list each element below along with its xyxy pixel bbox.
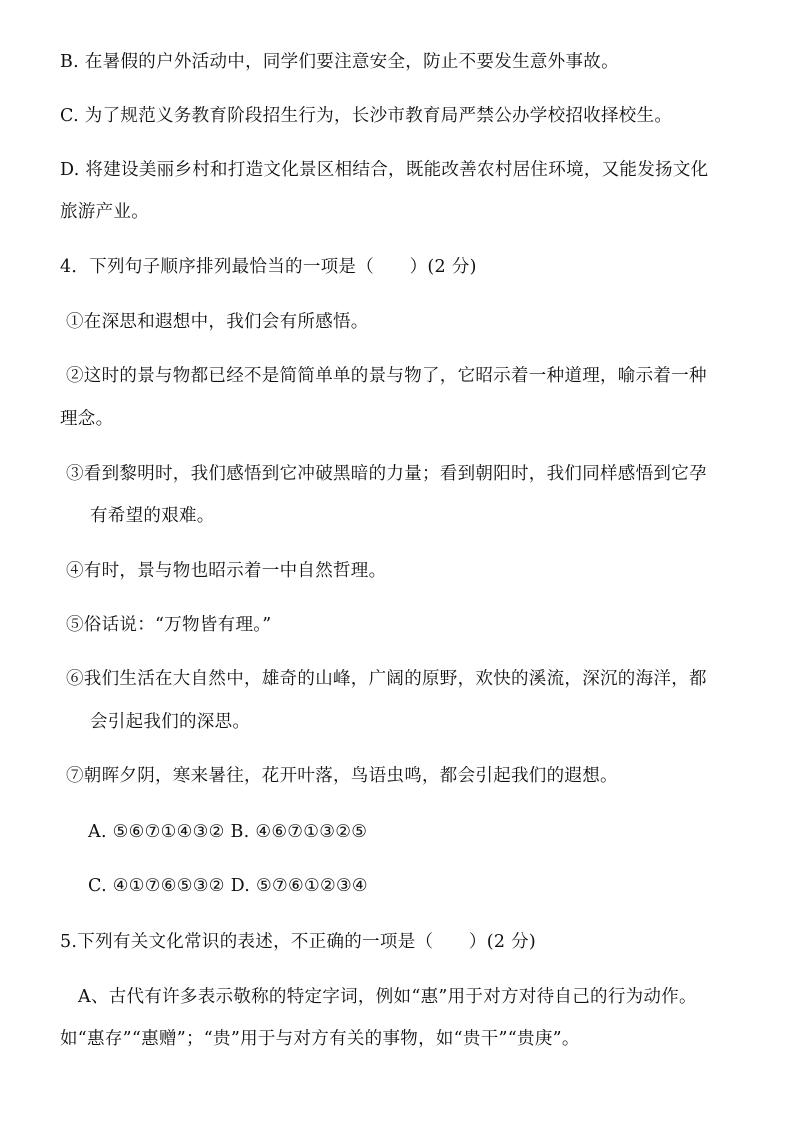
- q5-stem: 5.下列有关文化常识的表述，不正确的一项是（ ）(2 分): [60, 932, 537, 952]
- q3-option-c: C. 为了规范义务教育阶段招生行为，长沙市教育局严禁公办学校招收择校生。: [60, 106, 673, 126]
- q4-sentence-2-line2: 理念。: [60, 409, 114, 429]
- q4-sentence-1: ①在深思和遐想中，我们会有所感悟。: [66, 312, 369, 332]
- q4-sentence-4: ④有时，景与物也昭示着一中自然哲理。: [66, 561, 387, 581]
- q4-sentence-6-line1: ⑥我们生活在大自然中，雄奇的山峰，广阔的原野，欢快的溪流，深沉的海洋，都: [66, 669, 707, 689]
- q4-sentence-3-line2: 有希望的艰难。: [90, 506, 215, 526]
- q4-options-c-d: C. ④①⑦⑥⑤③② D. ⑤⑦⑥①②③④: [88, 876, 368, 896]
- q3-option-d-line1: D. 将建设美丽乡村和打造文化景区相结合，既能改善农村居住环境，又能发扬文化: [60, 160, 709, 180]
- q5-option-a-line1: A、古代有许多表示敬称的特定字词，例如“惠”用于对方对待自己的行为动作。: [78, 987, 697, 1007]
- q4-sentence-5: ⑤俗话说：“万物皆有理。”: [66, 615, 272, 635]
- q3-option-d-line2: 旅游产业。: [60, 202, 149, 222]
- q5-option-a-line2: 如“惠存”“惠赠”；“贵”用于与对方有关的事物，如“贵干”“贵庚”。: [60, 1029, 580, 1049]
- q4-sentence-3-line1: ③看到黎明时，我们感悟到它冲破黑暗的力量；看到朝阳时，我们同样感悟到它孕: [66, 464, 707, 484]
- q4-sentence-7: ⑦朝晖夕阴，寒来暑往，花开叶落，鸟语虫鸣，都会引起我们的遐想。: [66, 766, 618, 786]
- q4-stem: 4．下列句子顺序排列最恰当的一项是（ ）(2 分): [60, 257, 477, 277]
- q4-sentence-2-line1: ②这时的景与物都已经不是简简单单的景与物了，它昭示着一种道理，喻示着一种: [66, 366, 707, 386]
- q3-option-b: B. 在暑假的户外活动中，同学们要注意安全，防止不要发生意外事故。: [60, 52, 619, 72]
- q4-sentence-6-line2: 会引起我们的深思。: [90, 712, 251, 732]
- q4-options-a-b: A. ⑤⑥⑦①④③② B. ④⑥⑦①③②⑤: [88, 822, 368, 842]
